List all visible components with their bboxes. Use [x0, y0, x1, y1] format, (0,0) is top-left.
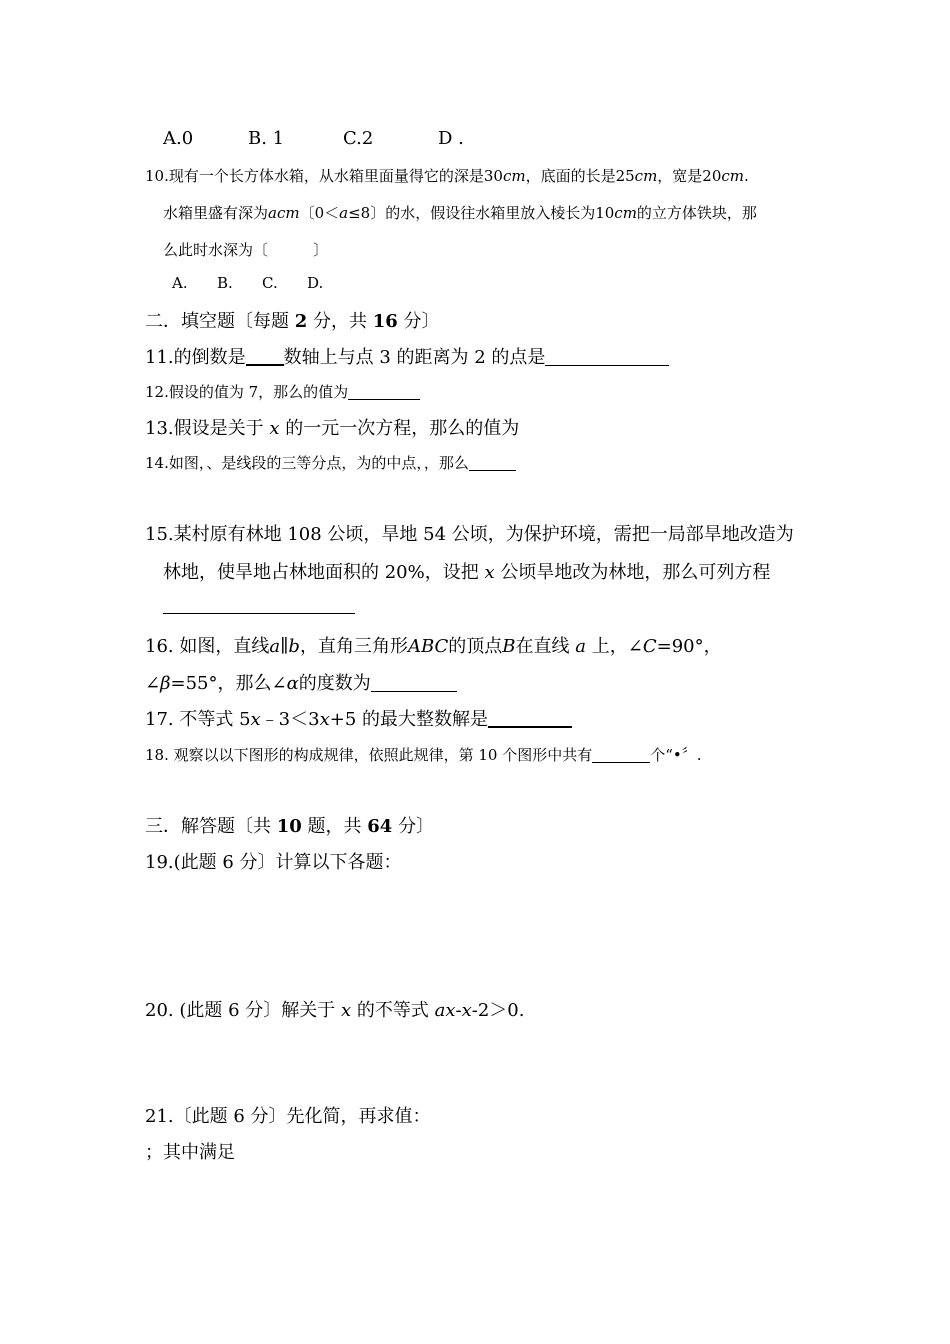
q16-variable: a: [269, 636, 281, 657]
q17-text: +5 的最大整数解是: [329, 709, 489, 730]
section-3-count: 10: [276, 816, 302, 837]
q10-unit: cm: [276, 204, 300, 222]
q11-blank-2: [545, 347, 669, 366]
q17-text: ﹣3＜3: [260, 709, 320, 730]
q16-text: 的顶点: [448, 636, 503, 657]
q10-option-d: D.: [307, 274, 324, 292]
q20-variable: x: [461, 1000, 472, 1021]
q10-line2: [163, 202, 757, 223]
section-2-total: 16: [372, 311, 398, 332]
q13-variable: x: [269, 418, 280, 439]
q15-variable: x: [484, 562, 495, 583]
q13-text: 的一元一次方程，那么的值为: [285, 418, 520, 439]
section-3-text: 题，共: [307, 816, 362, 837]
q16-blank: [371, 673, 457, 692]
q10-option-b: B.: [217, 274, 233, 292]
section-2-text: 分〕: [403, 311, 440, 332]
q12-blank: [348, 384, 420, 400]
q10-options: [172, 274, 323, 292]
q10-text: 现有一个长方体水箱，从水箱里面量得它的深是30: [168, 167, 503, 185]
section-3-text: 三．解答题〔共: [145, 816, 271, 837]
q15-answer-line: [163, 596, 355, 615]
q13: [145, 414, 519, 440]
q10-number: 10.: [145, 167, 169, 185]
q10-text: ，宽是20: [657, 167, 722, 185]
section-2-text: 二．填空题〔每题: [145, 311, 289, 332]
section-2-points: 2: [294, 311, 308, 332]
section-2-text: 分，共: [313, 311, 367, 332]
q16-variable: B: [502, 636, 516, 657]
q16-text: 上，∠: [591, 636, 643, 657]
q10-text: .: [744, 167, 749, 185]
q9-option-d: D .: [438, 128, 464, 149]
section-3-total: 64: [367, 816, 393, 837]
q12-text: 12.假设的值为 7，那么的值为: [145, 383, 349, 401]
q19: 19.(此题 6 分〕计算以下各题：: [145, 852, 402, 873]
q10-unit: cm: [721, 167, 745, 185]
q21-line2: ；其中满足: [145, 1142, 235, 1163]
q11-blank-1: [246, 346, 284, 366]
q16-angle-beta: β: [160, 673, 171, 694]
q18: [145, 744, 702, 765]
q11-text: 11.的倒数是: [145, 347, 246, 368]
q20-text: -: [455, 1000, 462, 1021]
q14-text: 14.如图，、是线段的三等分点，为的中点，，那么: [145, 454, 469, 472]
q20-expression: ax: [434, 1000, 456, 1021]
q17-variable: x: [319, 709, 330, 730]
q10-variable: a: [268, 204, 277, 222]
q13-text: 13.假设是关于: [145, 418, 264, 439]
q15-blank: [163, 597, 355, 614]
q18-text: 个“•〞.: [650, 746, 702, 764]
q16-text: 的度数为: [298, 673, 371, 694]
q10-line3: 么此时水深为〔 〕: [163, 241, 329, 259]
section-2-heading: [145, 307, 440, 333]
q16-angle-alpha: α: [286, 673, 299, 694]
q16-triangle-name: ABC: [407, 636, 449, 657]
q14-blank: [469, 455, 516, 471]
section-3-heading: [145, 812, 434, 838]
q15-line1: 15.某村原有林地 108 公顷，旱地 54 公顷，为保护环境，需把一局部旱地改造为: [145, 524, 794, 545]
q18-text: 18. 观察以以下图形的构成规律，依照此规律，第 10 个图形中共有: [145, 746, 593, 764]
q9-option-b: B. 1: [248, 128, 285, 149]
q15-text: 林地，使旱地占林地面积的 20%，设把: [163, 562, 479, 583]
q10-text: 水箱里盛有深为: [163, 204, 269, 222]
q10-unit: cm: [614, 204, 637, 222]
q17: [145, 705, 572, 731]
q10-variable: a: [339, 204, 349, 222]
q10-unit: cm: [634, 167, 658, 185]
q16-line1: [145, 632, 722, 658]
q15-text: 公顷旱地改为林地，那么可列方程: [500, 562, 771, 583]
section-3-text: 分〕: [398, 816, 435, 837]
q16-line2: [145, 669, 457, 695]
q16-variable: C: [642, 636, 657, 657]
q10-text: ≤8〕的水，假设往水箱里放入棱长为10: [348, 204, 615, 222]
q15-line2: [163, 558, 770, 584]
q16-parallel-symbol: ∥: [280, 636, 289, 657]
q10-line1: [145, 165, 749, 186]
q11: [145, 343, 669, 369]
q20-text: 的不等式: [356, 1000, 429, 1021]
q9-option-a: A.0: [163, 128, 194, 149]
q10-text: 〔0＜: [299, 204, 340, 222]
q16-text: =90°，: [656, 636, 722, 657]
q21-line1: 21.〔此题 6 分〕先化简，再求值：: [145, 1106, 431, 1127]
q11-text: 数轴上与点 3 的距离为 2 的点是: [283, 347, 546, 368]
q12: [145, 381, 420, 402]
q18-blank: [592, 747, 650, 763]
q10-option-a: A.: [172, 274, 188, 292]
q20: [145, 996, 524, 1022]
q10-text: ，底面的长是25: [525, 167, 635, 185]
q16-variable: b: [288, 636, 300, 657]
q16-text: 在直线: [515, 636, 570, 657]
q16-text: =55°，那么∠: [170, 673, 287, 694]
q10-option-c: C.: [262, 274, 278, 292]
q14: [145, 452, 516, 473]
q17-text: 17. 不等式 5: [145, 709, 251, 730]
q20-text: -2＞0.: [471, 1000, 525, 1021]
q17-blank: [488, 708, 572, 728]
q9-options: [163, 128, 464, 149]
q20-variable: x: [341, 1000, 352, 1021]
q10-unit: cm: [502, 167, 526, 185]
q9-option-c: C.2: [343, 128, 374, 149]
q16-text: 16. 如图，直线: [145, 636, 270, 657]
q17-variable: x: [250, 709, 261, 730]
q16-variable: a: [575, 636, 586, 657]
q16-text: ，直角三角形: [299, 636, 408, 657]
q20-text: 20. (此题 6 分〕解关于: [145, 1000, 336, 1021]
q16-text: ∠: [145, 673, 161, 694]
q10-text: 的立方体铁块，那: [636, 204, 757, 222]
